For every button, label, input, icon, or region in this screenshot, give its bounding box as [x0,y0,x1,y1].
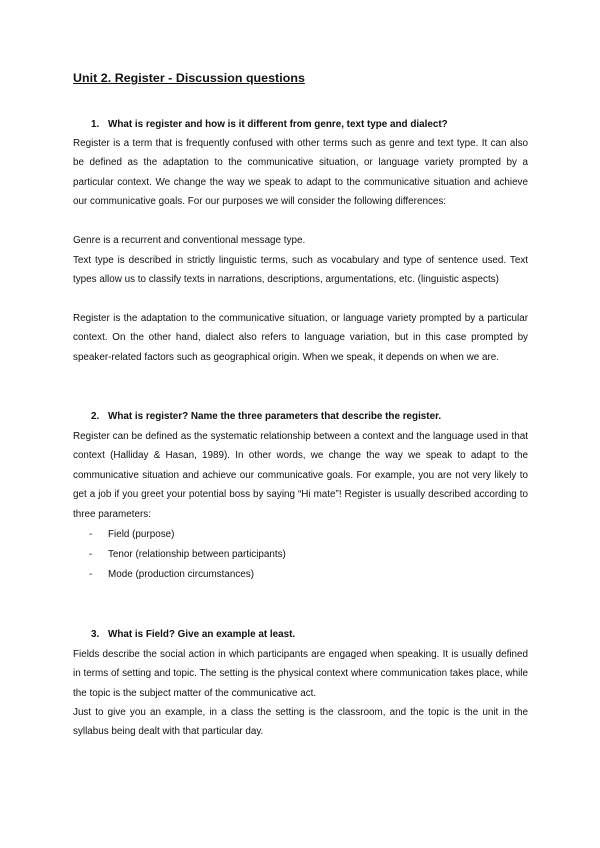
list-item: - Tenor (relationship between participants) [89,549,286,560]
section-2-heading [91,411,441,422]
section-2-paragraph-1: Register can be defined as the systematic relationship between a context and the language used in that context (Halliday & Hasan, 1989). In other words, we change the way we speak to adapt to the communicative situation and achieve our communicative goals. For example, you are not very likely to get a job if you greet your potential boss by saying “Hi mate”! Register is usually described according to three parameters: [73,431,528,520]
parameter-list [89,525,286,585]
section-3-heading-text: What is Field? Give an example at least. [108,629,296,640]
section-2-heading-text: What is register? Name the three parameters that describe the register. [108,411,442,422]
section-1-paragraph-2: Genre is a recurrent and conventional message type. [73,235,306,246]
section-1-paragraph-1: Register is a term that is frequently confused with other terms such as genre and text type. It can also be defined as the adaptation to the communicative situation, or language variety prompted by a particular context. We change the way we speak to adapt to the communicative situation and achieve our communicative goals. For our purposes we will consider the following differences: [73,138,528,208]
section-3-paragraph-2: Just to give you an example, in a class the setting is the classroom, and the topic is the unit in the syllabus being dealt with that particular day. [73,707,528,738]
section-1-number: 1. [91,119,100,130]
section-3-number: 3. [91,629,100,640]
page-title: Unit 2. Register - Discussion questions [73,71,305,85]
section-3-paragraph-1: Fields describe the social action in which participants are engaged when speaking. It is usually defined in terms of setting and topic. The setting is the physical context where communication takes place, while the topic is the subject matter of the communicative act. [73,649,528,699]
list-item: - Mode (production circumstances) [89,569,254,580]
section-1-heading-text: What is register and how is it different from genre, text type and dialect? [108,119,448,130]
section-1-paragraph-3: Text type is described in strictly linguistic terms, such as vocabulary and type of sentence used. Text types allow us to classify texts in narrations, descriptions, argumentations, etc. (linguistic aspects) [73,255,528,286]
section-3-heading [91,629,295,640]
section-1-heading [91,119,448,130]
section-1-paragraph-4: Register is the adaptation to the communicative situation, or language variety prompted by a particular context. On the other hand, dialect also refers to language variation, but in this case prompted by speaker-related factors such as geographical origin. When we speak, it depends on when we are. [73,313,528,363]
list-item: - Field (purpose) [89,529,175,540]
section-2-number: 2. [91,411,100,422]
